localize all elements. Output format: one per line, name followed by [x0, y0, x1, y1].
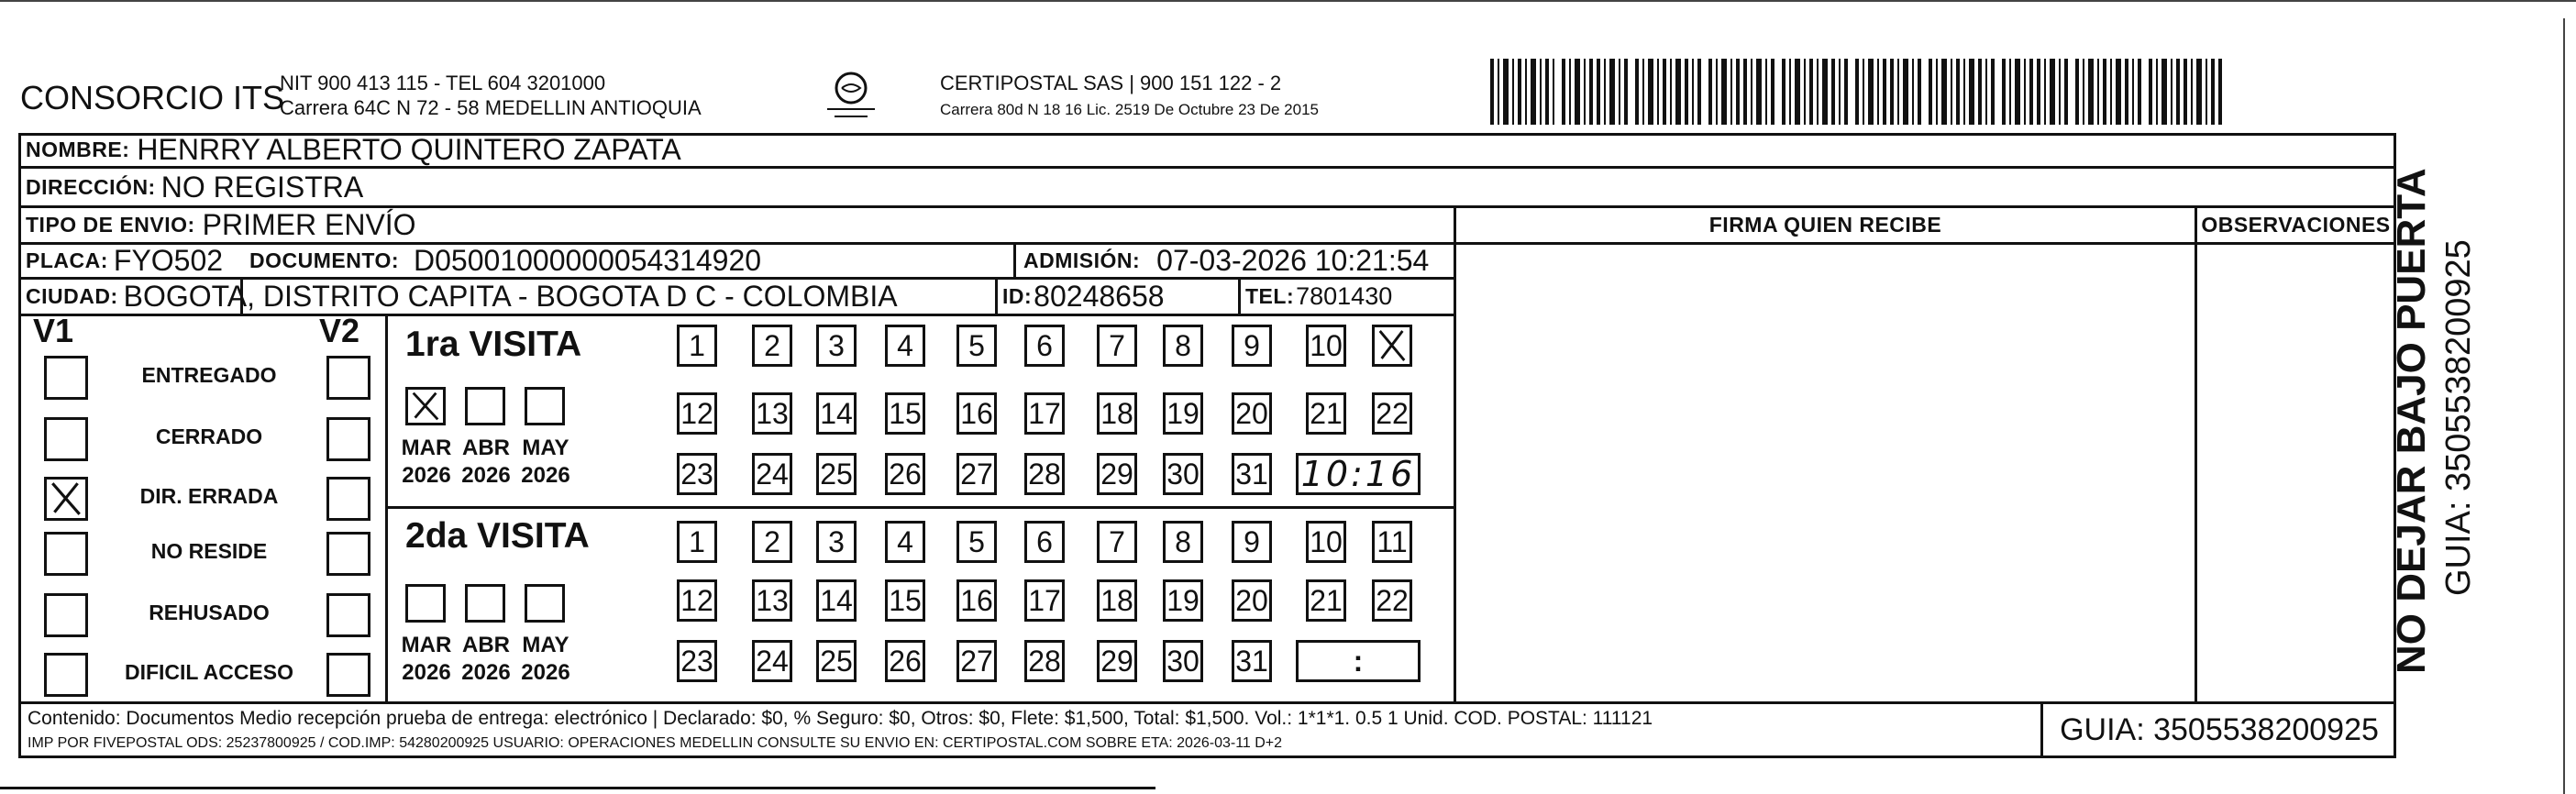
status-label: DIR. ERRADA [139, 484, 279, 508]
day-box[interactable]: 7 [1097, 325, 1137, 367]
month-checkbox[interactable] [525, 584, 565, 623]
bottom-line [0, 787, 1155, 789]
day-box[interactable]: 4 [885, 521, 925, 563]
day-box[interactable]: 23 [677, 453, 717, 495]
tipo-value: PRIMER ENVÍO [202, 207, 416, 241]
day-box[interactable]: 8 [1163, 325, 1203, 367]
month-year: 2026 [402, 463, 451, 488]
day-box[interactable]: 25 [816, 640, 857, 682]
tipo-label: TIPO DE ENVIO: [26, 212, 195, 237]
v2-checkbox[interactable] [326, 356, 370, 400]
courier-logo [824, 68, 879, 123]
admision-label: ADMISIÓN: [1023, 248, 1141, 272]
status-label: CERRADO [155, 425, 263, 448]
day-box[interactable]: 5 [956, 325, 997, 367]
day-box[interactable]: 8 [1163, 521, 1203, 563]
day-box[interactable]: 14 [816, 579, 857, 622]
day-box[interactable]: 17 [1024, 579, 1065, 622]
month-label [394, 632, 459, 687]
month-name: MAY [522, 633, 569, 657]
second-visit-time[interactable] [1296, 640, 1421, 682]
company-line2: Carrera 64C N 72 - 58 MEDELLIN ANTIOQUIA [280, 96, 702, 119]
second-visit-time-value: : [1353, 644, 1364, 678]
day-box[interactable]: 20 [1232, 392, 1272, 435]
tel-label: TEL: [1245, 283, 1295, 308]
day-box[interactable]: 9 [1232, 325, 1272, 367]
admision-cell [1023, 242, 1429, 279]
nombre-label: NOMBRE: [26, 137, 130, 161]
day-box[interactable]: 6 [1024, 325, 1065, 367]
v2-checkbox[interactable] [326, 532, 370, 576]
day-box[interactable]: 24 [752, 640, 792, 682]
day-box[interactable]: 2 [752, 325, 792, 367]
day-box[interactable]: 18 [1097, 392, 1137, 435]
v1-checkbox[interactable] [44, 593, 88, 637]
day-box[interactable]: 13 [752, 392, 792, 435]
direccion-label: DIRECCIÓN: [26, 174, 156, 199]
side-warning: NO DEJAR BAJO PUERTA [2389, 168, 2434, 674]
day-box[interactable]: 30 [1163, 453, 1203, 495]
v1-checkbox[interactable] [44, 532, 88, 576]
side-guia: GUIA: 3505538200925 [2439, 239, 2478, 596]
month-year: 2026 [402, 660, 451, 685]
col-line [385, 314, 388, 704]
day-box[interactable]: 19 [1163, 392, 1203, 435]
admision-value: 07-03-2026 10:21:54 [1156, 243, 1430, 277]
documento-value: D05001000000054314920 [414, 243, 762, 277]
day-box[interactable]: 19 [1163, 579, 1203, 622]
x-mark-icon [1375, 327, 1410, 364]
month-year: 2026 [521, 463, 570, 488]
v2-checkbox[interactable] [326, 477, 370, 521]
month-label [514, 632, 578, 687]
day-box[interactable]: 9 [1232, 521, 1272, 563]
month-checkbox[interactable] [525, 387, 565, 425]
first-visit-time-value: 10:16 [1300, 454, 1416, 494]
month-name: MAY [522, 436, 569, 460]
status-label: DIFICIL ACCESO [124, 660, 293, 684]
courier-logo-text [822, 42, 828, 43]
day-box[interactable]: 24 [752, 453, 792, 495]
day-box[interactable]: 21 [1306, 392, 1346, 435]
v2-checkbox[interactable] [326, 653, 370, 697]
day-box[interactable]: 15 [885, 392, 925, 435]
col-line [995, 277, 998, 314]
x-mark-icon [408, 390, 443, 423]
day-box[interactable]: 7 [1097, 521, 1137, 563]
day-box[interactable]: 2 [752, 521, 792, 563]
day-box[interactable]: 10 [1306, 325, 1346, 367]
direccion-value: NO REGISTRA [160, 170, 364, 204]
col-line [1454, 205, 1456, 704]
day-box[interactable]: 12 [677, 392, 717, 435]
day-box[interactable]: 4 [885, 325, 925, 367]
day-box[interactable]: 21 [1306, 579, 1346, 622]
barcode [1490, 59, 2224, 125]
v1-checkbox[interactable] [44, 417, 88, 461]
ciudad-row [26, 278, 898, 314]
day-box[interactable]: 3 [816, 325, 857, 367]
tipo-row [26, 206, 416, 243]
day-box[interactable]: 3 [816, 521, 857, 563]
col-line [1238, 277, 1241, 314]
top-border [0, 0, 2576, 2]
day-box[interactable]: 27 [956, 453, 997, 495]
day-box[interactable]: 18 [1097, 579, 1137, 622]
day-box[interactable]: 12 [677, 579, 717, 622]
day-box[interactable]: 28 [1024, 453, 1065, 495]
col-line [2195, 205, 2197, 704]
ciudad-value: BOGOTA, DISTRITO CAPITA - BOGOTA D C - COLOMBIA [123, 279, 898, 313]
v2-checkbox[interactable] [326, 417, 370, 461]
day-box[interactable]: 17 [1024, 392, 1065, 435]
month-name: MAR [401, 633, 452, 657]
nombre-value: HENRRY ALBERTO QUINTERO ZAPATA [137, 132, 681, 166]
documento-label: DOCUMENTO: [249, 248, 400, 272]
v2-checkbox[interactable] [326, 593, 370, 637]
day-box[interactable]: 11 [1372, 521, 1412, 563]
first-visit-title: 1ra VISITA [405, 325, 582, 364]
x-mark-icon [47, 480, 85, 518]
v2-header: V2 [319, 312, 360, 349]
footer-line2: IMP POR FIVEPOSTAL ODS: 25237800925 / COD.IMP: 54280200925 USUARIO: OPERACIONES MEDELLIN CONSULTE SU ENVIO EN: CERTIPOSTAL.COM SOBRE ETA: 2026-03-11 D+2 [28, 735, 1283, 751]
day-box[interactable]: 13 [752, 579, 792, 622]
id-value: 80248658 [1034, 279, 1165, 313]
tel-value: 7801430 [1296, 281, 1393, 310]
status-label: ENTREGADO [141, 363, 277, 387]
day-box[interactable]: 27 [956, 640, 997, 682]
day-box[interactable]: 26 [885, 640, 925, 682]
month-label [394, 435, 459, 490]
footer-guia: GUIA: 3505538200925 [2060, 711, 2379, 747]
row-line [385, 506, 1456, 509]
day-box[interactable]: 16 [956, 392, 997, 435]
right-border [2563, 18, 2565, 794]
month-name: MAR [401, 436, 452, 460]
v1-checkbox[interactable] [44, 477, 88, 521]
month-checkbox[interactable] [405, 584, 446, 623]
day-box[interactable]: 30 [1163, 640, 1203, 682]
status-label: REHUSADO [149, 601, 270, 624]
day-box[interactable]: 29 [1097, 640, 1137, 682]
month-checkbox[interactable] [405, 387, 446, 425]
month-checkbox[interactable] [465, 584, 505, 623]
day-box[interactable]: 6 [1024, 521, 1065, 563]
placa-label: PLACA: [26, 248, 108, 272]
firma-header: FIRMA QUIEN RECIBE [1708, 212, 1942, 237]
day-box[interactable]: 16 [956, 579, 997, 622]
day-box[interactable]: 5 [956, 521, 997, 563]
observaciones-header: OBSERVACIONES [2201, 212, 2391, 237]
company-line1: NIT 900 413 115 - TEL 604 3201000 [280, 72, 606, 94]
direccion-row [26, 169, 363, 205]
placa-value: FYO502 [113, 243, 224, 277]
day-box[interactable]: 15 [885, 579, 925, 622]
day-box[interactable]: 31 [1232, 640, 1272, 682]
month-name: ABR [462, 436, 510, 460]
id-cell [1002, 278, 1165, 314]
company-name: CONSORCIO ITS [20, 79, 285, 116]
col-line [1013, 242, 1016, 279]
month-checkbox[interactable] [465, 387, 505, 425]
month-year: 2026 [521, 660, 570, 685]
day-box[interactable] [1372, 325, 1412, 367]
day-box[interactable]: 23 [677, 640, 717, 682]
v1-checkbox[interactable] [44, 356, 88, 400]
v1-header: V1 [33, 312, 74, 349]
ciudad-label: CIUDAD: [26, 283, 118, 308]
day-box[interactable]: 29 [1097, 453, 1137, 495]
day-box[interactable]: 10 [1306, 521, 1346, 563]
day-box[interactable]: 1 [677, 521, 717, 563]
day-box[interactable]: 26 [885, 453, 925, 495]
month-label [514, 435, 578, 490]
day-box[interactable]: 1 [677, 325, 717, 367]
month-label [454, 632, 518, 687]
first-visit-time [1296, 453, 1421, 495]
footer-line1: Contenido: Documentos Medio recepción prueba de entrega: electrónico | Declarado: $0, % Seguro: $0, Otros: $0, Flete: $1,500, Total: $1,500. Vol.: 1*1*1. 0.5 1 Unid. COD. POSTAL: 111121 [28, 708, 1653, 729]
day-box[interactable]: 28 [1024, 640, 1065, 682]
tel-cell [1245, 278, 1392, 314]
status-label: NO RESIDE [150, 539, 268, 563]
day-box[interactable]: 31 [1232, 453, 1272, 495]
day-box[interactable]: 25 [816, 453, 857, 495]
day-box[interactable]: 22 [1372, 392, 1412, 435]
month-label [454, 435, 518, 490]
month-name: ABR [462, 633, 510, 657]
courier-line2: Carrera 80d N 18 16 Lic. 2519 De Octubre 23 De 2015 [940, 101, 1319, 118]
day-box[interactable]: 14 [816, 392, 857, 435]
month-year: 2026 [461, 463, 511, 488]
documento-cell [249, 242, 761, 279]
courier-line1: CERTIPOSTAL SAS | 900 151 122 - 2 [940, 72, 1282, 94]
placa-row [26, 242, 223, 279]
second-visit-title: 2da VISITA [405, 516, 590, 556]
v1-checkbox[interactable] [44, 653, 88, 697]
day-box[interactable]: 22 [1372, 579, 1412, 622]
day-box[interactable]: 20 [1232, 579, 1272, 622]
nombre-row [26, 131, 681, 168]
month-year: 2026 [461, 660, 511, 685]
id-label: ID: [1002, 283, 1033, 308]
